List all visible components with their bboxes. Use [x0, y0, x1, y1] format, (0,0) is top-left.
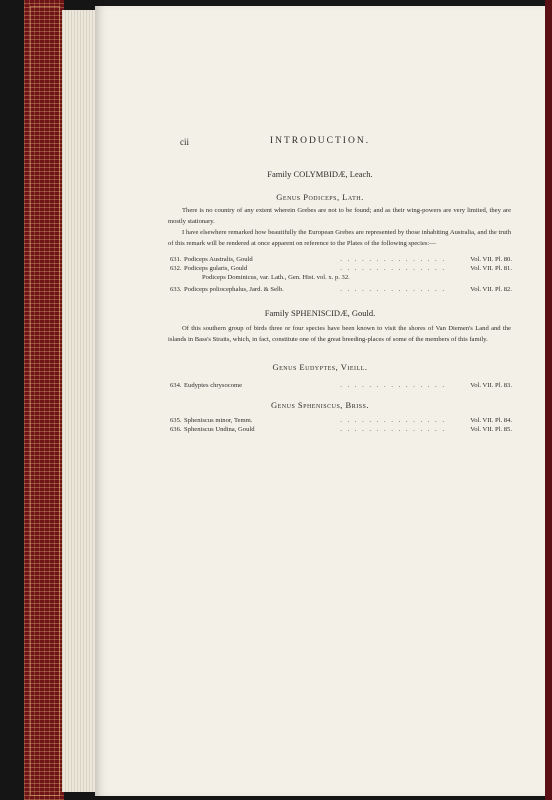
genus-eudyptes-heading: Genus Eudyptes, Vieill. — [272, 362, 368, 372]
leader-dots: . . . . . . . . . . . . . . . — [340, 382, 446, 389]
species-name: Spheniscus minor, Temm. — [184, 417, 253, 424]
binding-gilt-border — [30, 6, 60, 796]
family-colymbidae-heading: Family COLYMBIDÆ, Leach. — [267, 169, 373, 179]
leader-dots: . . . . . . . . . . . . . . . — [340, 256, 446, 263]
paragraph-penguins: Of this southern group of birds three or four species have been known to visit the shores of Van Diemen's Land and the islands in Bass's Straits, which, in fact, constitute one of the great breeding-places of some of the members of this family. — [168, 325, 511, 343]
leader-dots: . . . . . . . . . . . . . . . — [340, 417, 446, 424]
genus-podiceps-heading: Genus Podiceps, Lath. — [276, 192, 364, 202]
running-head: INTRODUCTION. — [269, 136, 371, 146]
species-number: 632. — [170, 265, 182, 272]
paragraph-grebes-1: There is no country of any extent wherein Grebes are not to be found; and as their wing-powers are very limited, they are mostly stationary. — [168, 207, 511, 225]
leader-dots: . . . . . . . . . . . . . . . — [340, 286, 446, 293]
species-name: Podiceps poliocephalus, Jard. & Selb. — [184, 286, 284, 293]
species-synonym: Podiceps Dominicus, var. Lath., Gen. Hist. vol. x. p. 32. — [202, 274, 350, 281]
plate-reference: Vol. VII. Pl. 85. — [470, 426, 512, 433]
plate-reference: Vol. VII. Pl. 84. — [470, 417, 512, 424]
book-page — [95, 6, 545, 796]
species-name: Spheniscus Undina, Gould — [184, 426, 255, 433]
species-number: 633. — [170, 286, 182, 293]
page-number: cii — [180, 137, 189, 147]
species-number: 636. — [170, 426, 182, 433]
page-content — [95, 6, 545, 796]
species-name: Podiceps Australis, Gould — [184, 256, 253, 263]
leader-dots: . . . . . . . . . . . . . . . — [340, 265, 446, 272]
species-number: 635. — [170, 417, 182, 424]
species-row — [170, 286, 512, 296]
species-name: Eudyptes chrysocome — [184, 382, 243, 389]
plate-reference: Vol. VII. Pl. 81. — [470, 265, 512, 272]
plate-reference: Vol. VII. Pl. 82. — [470, 286, 512, 293]
species-name: Podiceps gularis, Gould — [184, 265, 248, 272]
species-number: 634. — [170, 382, 182, 389]
species-row — [170, 382, 512, 392]
species-row — [170, 426, 512, 436]
genus-spheniscus-heading: Genus Spheniscus, Briss. — [270, 400, 370, 410]
species-number: 631. — [170, 256, 182, 263]
family-spheniscidae-heading: Family SPHENISCIDÆ, Gould. — [264, 308, 376, 318]
paragraph-grebes-2: I have elsewhere remarked how beautifully the European Grebes are represented by those inhabiting Australia, and the truth of this remark will be rendered at once apparent on reference to the Plates of the following species:— — [168, 229, 511, 247]
leader-dots: . . . . . . . . . . . . . . . — [340, 426, 446, 433]
right-cover-edge — [545, 0, 552, 800]
plate-reference: Vol. VII. Pl. 80. — [470, 256, 512, 263]
plate-reference: Vol. VII. Pl. 83. — [470, 382, 512, 389]
